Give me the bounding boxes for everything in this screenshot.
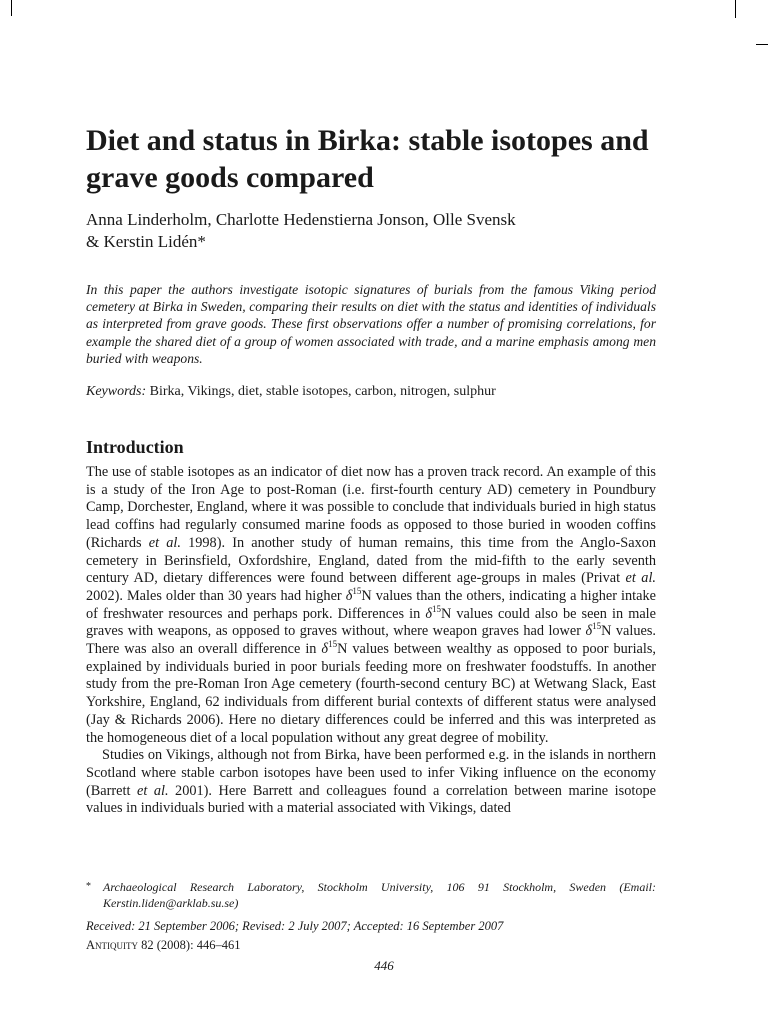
journal-name: Antiquity xyxy=(86,938,139,952)
footnote-mark: * xyxy=(86,881,91,892)
abstract: In this paper the authors investigate isotopic signatures of burials from the famous Viking period cemetery at Birka in Sweden, comparing their results on diet with the status and identities of individuals as interpreted from grave goods. These first observations offer a number of promising correlations, for example the shared diet of a group of women associated with trade, and a marine emphasis among men buried with weapons. xyxy=(86,282,656,366)
crop-mark-right xyxy=(735,0,736,18)
received-dates: Received: 21 September 2006; Revised: 2 July 2007; Accepted: 16 September 2007 xyxy=(86,919,504,933)
crop-mark-horizontal xyxy=(756,44,768,45)
crop-mark-left xyxy=(11,0,12,16)
footnote xyxy=(86,879,656,911)
paragraph-1: The use of stable isotopes as an indicator of diet now has a proven track record. An example of this is a study of the Iron Age to post-Roman (i.e. first-fourth century AD) cemetery in Poundbury Camp, Dorchester, England, where it was possible to conclude that individuals buried in high status lead coffins had regularly consumed marine foods as opposed to those buried in wooden coffins (Richards et al. 1998). In another study of human remains, this time from the Anglo-Saxon cemetery in Berinsfield, Oxfordshire, England, dated from the mid-fifth to the early seventh century AD, dietary differences were found between different age-groups in males (Privat et al. 2002). Males older than 30 years had higher $\delta^{15}N$ values than the others, indicating a higher intake of freshwater resources and perhaps pork. Differences in $\delta^{15}N$ values could also be seen in male graves with weapons, as opposed to graves without, where weapon graves had lower $\delta^{15}N$ values. There was also an overall difference in $\delta^{15}N$ values between wealthy as opposed to poor burials, explained by individuals buried in poor burials feeding more on freshwater foodstuffs. In another study from the pre-Roman Iron Age cemetery (fourth-second century BC) at Wetwang Slack, East Yorkshire, England, 62 individuals from different burial contexts of different status were analysed (Jay & Richards 2006). Here no dietary differences could be inferred and this was interpreted as the homogeneous diet of a local population without any great degree of mobility. xyxy=(86,464,657,746)
body-text xyxy=(86,464,656,818)
authors-line-1: Anna Linderholm, Charlotte Hedenstierna Jonson, Olle Svensk xyxy=(86,210,516,229)
journal-citation xyxy=(86,937,240,953)
article-title: Diet and status in Birka: stable isotopes and grave goods compared xyxy=(86,124,649,194)
paragraph-2: Studies on Vikings, although not from Birka, have been performed e.g. in the islands in northern Scotland where stable carbon isotopes have been used to infer Viking influence on the economy (Barrett et al. 2001). Here Barrett and colleagues found a correlation between marine isotope values in individuals buried with a material associated with Vikings, dated xyxy=(86,747,656,817)
page-number: 446 xyxy=(374,958,394,973)
authors-line-2: & Kerstin Lidén* xyxy=(86,232,206,251)
footnote-text: Archaeological Research Laboratory, Stockholm University, 106 91 Stockholm, Sweden (Email: Kerstin.liden@arklab.su.se) xyxy=(103,880,656,910)
journal-reference: 82 (2008): 446–461 xyxy=(138,938,241,952)
keywords-label: Keywords: xyxy=(86,384,147,399)
keywords-list: Birka, Vikings, diet, stable isotopes, carbon, nitrogen, sulphur xyxy=(149,384,496,399)
keywords xyxy=(86,383,656,401)
section-heading: Introduction xyxy=(86,437,184,457)
author-list xyxy=(86,209,686,253)
